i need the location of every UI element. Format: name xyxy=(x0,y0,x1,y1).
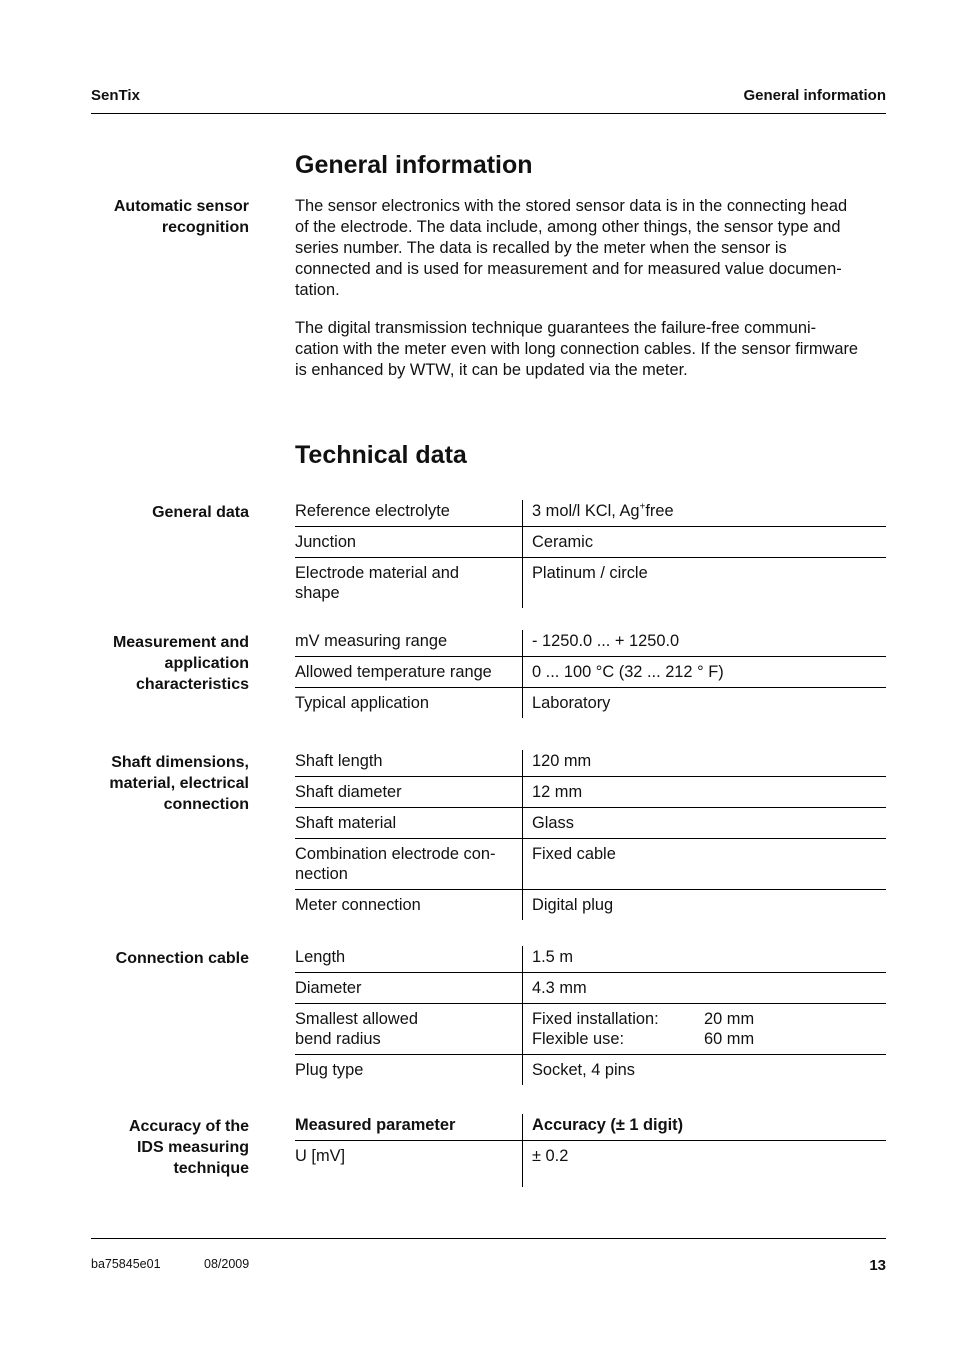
side-heading-general-data: General data xyxy=(152,504,249,521)
table-row: Shaft diameter 12 mm xyxy=(295,777,886,808)
bend-radius-flexible: Flexible use: 60 mm xyxy=(532,1030,755,1048)
table-row: Allowed temperature range 0 ... 100 °C (32 ... 212 ° F) xyxy=(295,657,886,688)
side-heading-shaft-dimensions: Shaft dimensions, material, electrical connection xyxy=(109,754,249,813)
paragraph-digital-transmission: The digital transmission technique guarantees the failure-free communi- cation with the meter even with long connection cables. If the sensor firmware is enhanced by WTW, it can be updated via the meter. xyxy=(295,319,859,379)
table-row: Smallest allowed bend radius Fixed installation: 20 mm Flexible use: 60 mm xyxy=(295,1004,886,1055)
table-accuracy xyxy=(295,1114,886,1187)
side-heading-accuracy: Accuracy of the IDS measuring technique xyxy=(128,1118,249,1177)
footer-date: 08/2009 xyxy=(204,1257,250,1271)
table-row: Reference electrolyte 3 mol/l KCl, Ag+free xyxy=(295,500,886,527)
table-connection-cable xyxy=(295,946,886,1085)
footer-document-id: ba75845e01 xyxy=(91,1257,161,1271)
section-title-technical-data: Technical data xyxy=(295,441,467,469)
table-general-data xyxy=(295,500,886,608)
running-header-product: SenTix xyxy=(91,87,140,104)
table-row: Typical application Laboratory xyxy=(295,688,886,719)
table-row: mV measuring range - 1250.0 ... + 1250.0 xyxy=(295,630,886,657)
table-row: Diameter 4.3 mm xyxy=(295,973,886,1004)
paragraph-sensor-electronics: The sensor electronics with the stored sensor data is in the connecting head of the electrode. The data include, among other things, the sensor type and series number. The data is recalled by the meter when the sensor is connected and is used for measurement and for measured value documen- tation. xyxy=(295,197,848,299)
section-title-general-information: General information xyxy=(295,151,533,179)
table-row: Meter connection Digital plug xyxy=(295,890,886,921)
side-heading-connection-cable: Connection cable xyxy=(115,950,249,967)
side-heading-automatic-sensor-recognition: Automatic sensor recognition xyxy=(113,198,249,236)
header-rule xyxy=(91,113,886,114)
running-header-section: General information xyxy=(743,87,886,104)
table-row: Shaft length 120 mm xyxy=(295,750,886,777)
table-row: Electrode material and shape Platinum / circle xyxy=(295,558,886,609)
table-header-row: Measured parameter Accuracy (± 1 digit) xyxy=(295,1114,886,1141)
table-row: Combination electrode con- nection Fixed cable xyxy=(295,839,886,890)
page-number: 13 xyxy=(869,1257,886,1274)
footer-rule xyxy=(91,1238,886,1239)
table-measurement-characteristics xyxy=(295,630,886,718)
table-row: Junction Ceramic xyxy=(295,527,886,558)
table-shaft-dimensions xyxy=(295,750,886,920)
side-heading-measurement-characteristics: Measurement and application characteristics xyxy=(112,634,249,693)
table-row: Shaft material Glass xyxy=(295,808,886,839)
bend-radius-fixed: Fixed installation: 20 mm xyxy=(532,1010,755,1028)
table-row: U [mV] ± 0.2 xyxy=(295,1141,886,1188)
table-row: Plug type Socket, 4 pins xyxy=(295,1055,886,1086)
table-row: Length 1.5 m xyxy=(295,946,886,973)
